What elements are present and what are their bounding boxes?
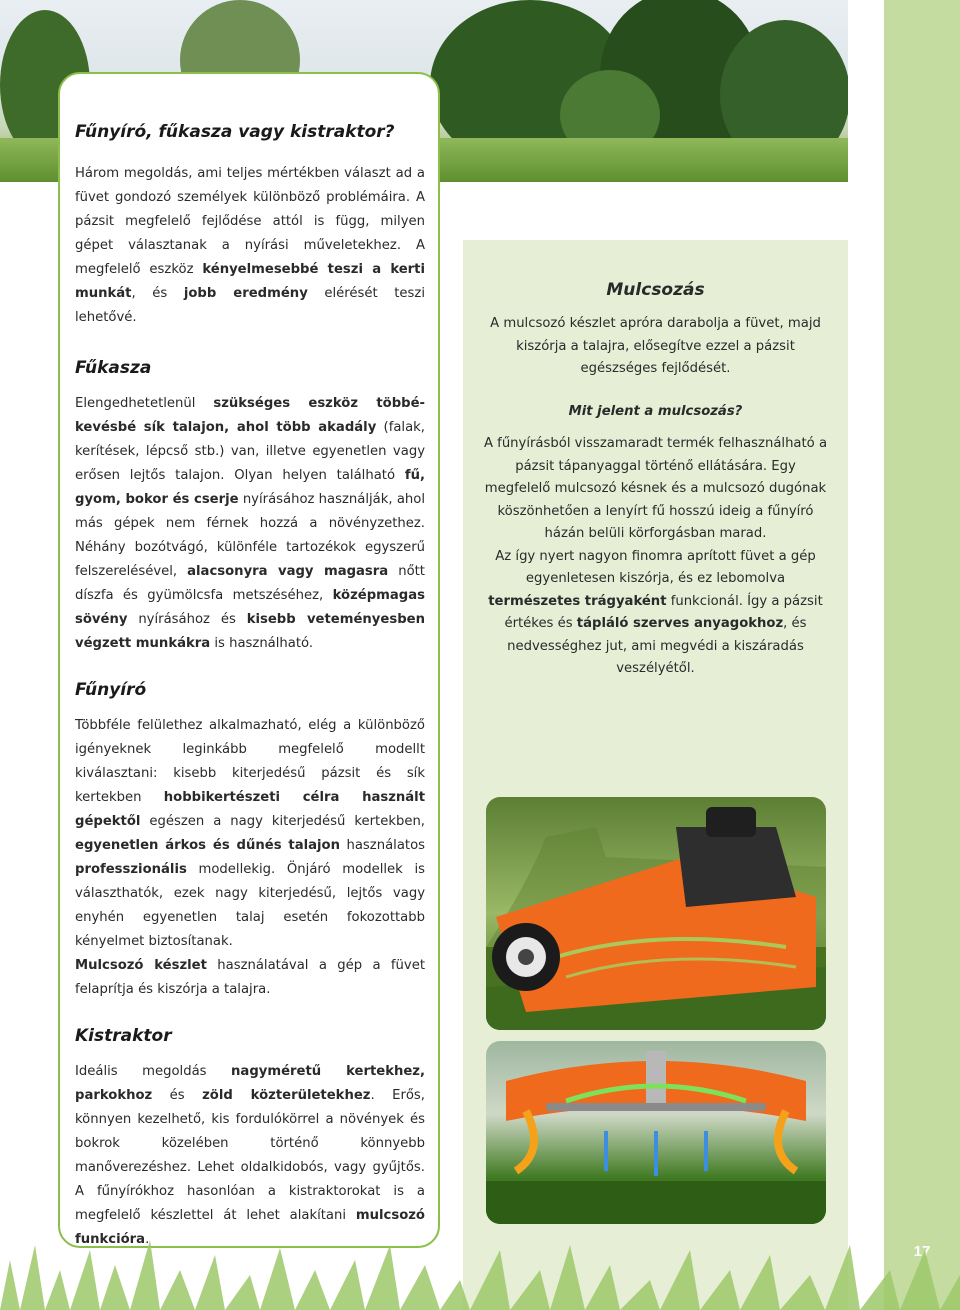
text-run: funkcionál. Így a pázsit értékes és bbox=[504, 593, 823, 631]
text-run: . Erős, könnyen kezelhető, kis fordulókörrel a növények és bokrok közelében történő könnyebb manőverezéshez. Lehet oldalkidobós, vagy gyűjtős. A fűnyírókhoz hasonlóan a kistraktorokat is a megfelelő készlettel át lehet alakítani bbox=[75, 1088, 425, 1223]
emphasis-text: jobb eredmény bbox=[183, 286, 308, 301]
fukasza-paragraph bbox=[75, 392, 425, 656]
text-run: , és nedvességhez jut, ami megvédi a kiszáradás veszélyétől. bbox=[507, 616, 807, 676]
text-run: nyírásához és bbox=[127, 612, 247, 627]
mulching-intro: A mulcsozó készlet apróra darabolja a füvet, majd kiszórja a talajra, elősegítve ezzel a pázsit egészséges fejlődését. bbox=[490, 316, 821, 376]
intro-paragraph bbox=[75, 162, 425, 330]
mulching-title: Mulcsozás bbox=[606, 280, 705, 300]
emphasis-text: mulcsozó funkcióra bbox=[75, 1208, 425, 1247]
emphasis-text: zöld közterületekhez bbox=[202, 1088, 371, 1103]
emphasis-text: professzionális bbox=[75, 862, 187, 877]
mulching-deck-illustration bbox=[486, 1041, 826, 1224]
section-heading-funyiro: Fűnyíró bbox=[75, 680, 147, 700]
section-heading-kistraktor: Kistraktor bbox=[75, 1026, 172, 1046]
text-run: nőtt díszfa és gyümölcsfa metszéséhez, bbox=[75, 564, 425, 603]
funyiro-mulcs-paragraph bbox=[75, 954, 425, 1002]
emphasis-text: középmagas sövény bbox=[75, 588, 425, 627]
text-run: Többféle felülethez alkalmazható, elég a különböző igényeknek leginkább megfelelő modellt kiválasztani: kisebb kiterjedésű pázsit és sík kertekben bbox=[75, 718, 425, 805]
emphasis-text: szükséges eszköz többé-kevésbé sík talajon, ahol több akadály bbox=[75, 396, 425, 435]
text-run: egészen a nagy kiterjedésű kertekben, bbox=[140, 814, 425, 829]
text-run: Elengedhetetlenül bbox=[75, 396, 214, 411]
mulching-question: Mit jelent a mulcsozás? bbox=[568, 403, 743, 419]
text-run: és bbox=[152, 1088, 203, 1103]
emphasis-text: nagyméretű kertekhez, parkokhoz bbox=[75, 1064, 425, 1103]
funyiro-paragraph bbox=[75, 714, 425, 954]
left-content bbox=[75, 120, 425, 1252]
text-run: Három megoldás, ami teljes mértékben választ ad a füvet gondozó személyek különböző problémáira. A pázsit megfelelő fejlődése attól is függ, milyen gépet választanak a nyírási műveletekhez. A megfelelő eszköz bbox=[75, 166, 425, 277]
text-run: is használható. bbox=[210, 636, 314, 651]
text-run: használatával a gép a füvet felaprítja és kiszórja a talajra. bbox=[75, 958, 425, 997]
emphasis-text: tápláló szerves anyagokhoz bbox=[576, 616, 784, 631]
emphasis-text: kényelmesebbé teszi a kerti munkát bbox=[75, 262, 426, 301]
mower-engine-shape bbox=[676, 827, 796, 907]
text-run: Az így nyert nagyon finomra aprított füvet a gép egyenletesen kiszórja, és ez lebomolva bbox=[495, 548, 816, 586]
emphasis-text: természetes trágyaként bbox=[488, 593, 667, 609]
text-run: elérését teszi lehetővé. bbox=[75, 286, 425, 325]
text-run: , és bbox=[131, 286, 184, 301]
text-run: modellekig. Önjáró modellek is választhatók, ezek nagy kiterjedésű, lejtős vagy enyhén egyenetlen talaj esetén fokozottabb kényelmet biztosítanak. bbox=[75, 862, 425, 949]
page-number: 17 bbox=[913, 1243, 931, 1260]
mower-illustration bbox=[486, 797, 826, 1030]
text-run: (falak, kerítések, lépcső stb.) van, illetve egyenetlen vagy erősen lejtős talajon. Olyan helyen található bbox=[75, 420, 425, 483]
text-run: használatos bbox=[340, 838, 426, 853]
mulching-text bbox=[483, 313, 828, 681]
mulching-paragraph-2 bbox=[483, 546, 828, 681]
text-run: nyírásához használják, ahol más gépek nem férnek hozzá a növényzethez. Néhány bozótvágó, különféle tartozékok egyszerű felszerelésével, bbox=[75, 492, 425, 579]
text-run: Ideális megoldás bbox=[75, 1064, 232, 1079]
section-heading-fukasza: Fűkasza bbox=[75, 358, 152, 378]
grass-decoration bbox=[0, 1240, 960, 1310]
article-title: Fűnyíró, fűkasza vagy kistraktor? bbox=[75, 122, 395, 142]
emphasis-text: alacsonyra vagy magasra bbox=[187, 564, 389, 579]
emphasis-text: Mulcsozó készlet bbox=[75, 958, 207, 973]
emphasis-text: fű, gyom, bokor és cserje bbox=[75, 468, 425, 507]
emphasis-text: hobbikertészeti célra használt gépektől bbox=[75, 790, 425, 829]
text-run: . bbox=[145, 1232, 150, 1247]
emphasis-text: kisebb veteményesben végzett munkákra bbox=[75, 612, 425, 651]
emphasis-text: egyenetlen árkos és dűnés talajon bbox=[75, 838, 341, 853]
mulching-paragraph-1: A fűnyírásból visszamaradt termék felhasználható a pázsit tápanyaggal történő ellátására. Egy megfelelő mulcsozó késnek és a mulcsozó dugónak köszönhetően a lenyírt fű hosszú ideig a fűnyíró házán belüli körforgásban marad. bbox=[483, 436, 828, 541]
side-color-bar bbox=[884, 0, 960, 1310]
kistraktor-paragraph bbox=[75, 1060, 425, 1252]
